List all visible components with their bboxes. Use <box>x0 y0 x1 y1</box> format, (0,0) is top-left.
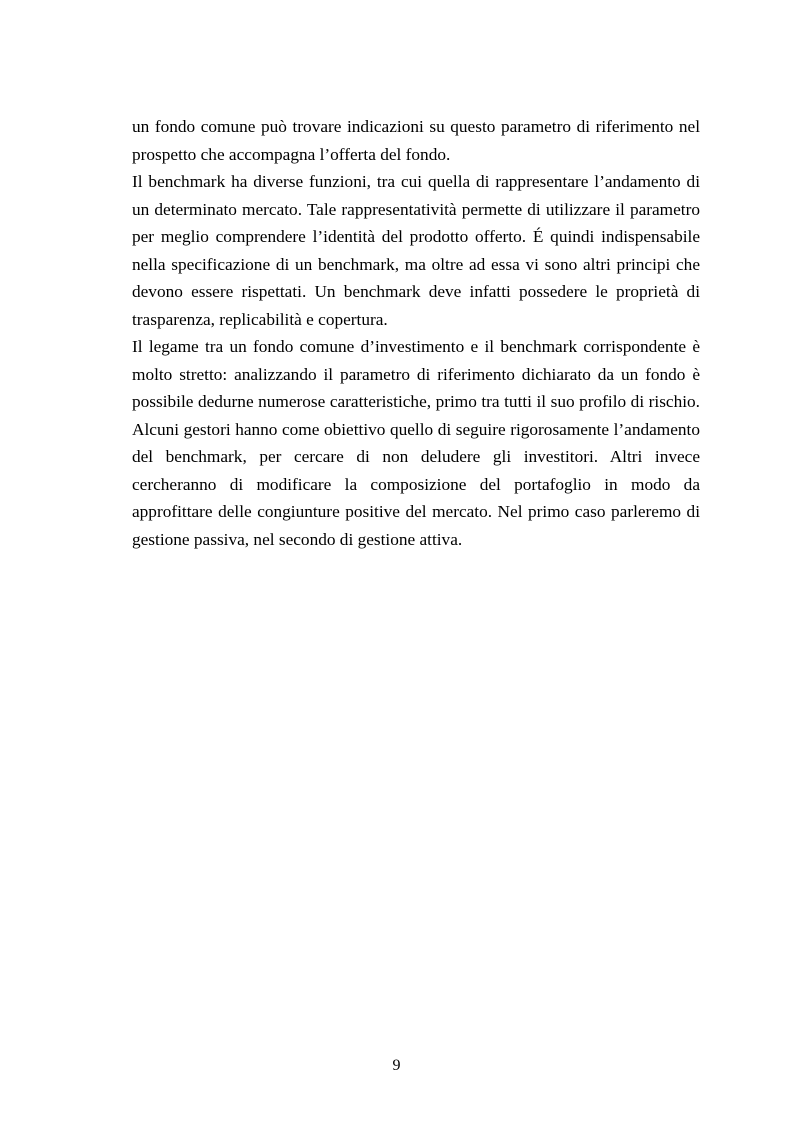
paragraph-3: Il legame tra un fondo comune d’investimento e il benchmark corrispondente è molto stretto: analizzando il parametro di riferimento dichiarato da un fondo è possibile dedurne numerose caratteristiche, primo tra tutti il suo profilo di rischio. Alcuni gestori hanno come obiettivo quello di seguire rigorosamente l’andamento del benchmark, per cercare di non deludere gli investitori. Altri invece cercheranno di modificare la composizione del portafoglio in modo da approfittare delle congiunture positive del mercato. Nel primo caso parleremo di gestione passiva, nel secondo di gestione attiva. <box>132 337 700 549</box>
body-text <box>132 113 700 553</box>
page-number: 9 <box>392 1057 401 1074</box>
paragraph-2: Il benchmark ha diverse funzioni, tra cui quella di rappresentare l’andamento di un determinato mercato. Tale rappresentatività permette di utilizzare il parametro per meglio comprendere l’identità del prodotto offerto. É quindi indispensabile nella specificazione di un benchmark, ma oltre ad essa vi sono altri principi che devono essere rispettati. Un benchmark deve infatti possedere le proprietà di trasparenza, replicabilità e copertura. <box>132 172 700 329</box>
paragraph-1: un fondo comune può trovare indicazioni su questo parametro di riferimento nel prospetto che accompagna l’offerta del fondo. <box>132 117 700 164</box>
